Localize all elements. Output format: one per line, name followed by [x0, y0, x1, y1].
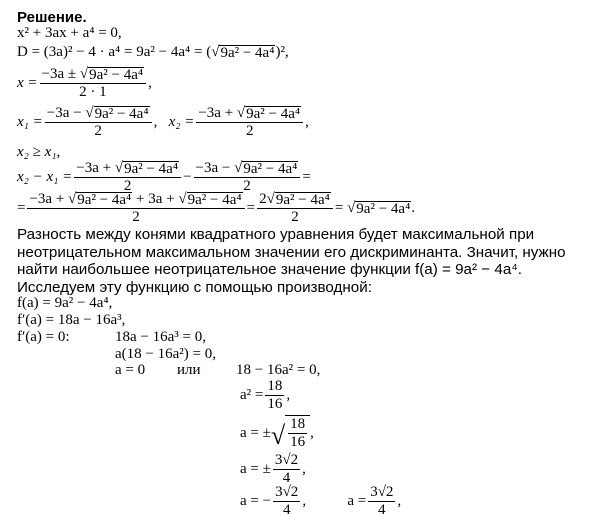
- numerator: 3√2: [275, 484, 299, 500]
- fraction: [288, 416, 307, 451]
- radicand: 9a² − 4a⁴: [124, 161, 179, 177]
- derivative-zero: [17, 329, 206, 346]
- lhs: a =: [347, 493, 367, 509]
- denominator: 2 · 1: [79, 84, 107, 100]
- fraction: −3a − √ 9a² − 4a⁴ 2: [194, 160, 301, 195]
- fraction: [273, 484, 300, 515]
- numerator: −3a +: [29, 191, 69, 207]
- fraction: −3a ± √ 9a² − 4a⁴ 2 · 1: [40, 66, 147, 101]
- denominator: 2: [132, 209, 140, 225]
- numerator: −3a ±: [41, 66, 80, 82]
- equation-discriminant: [17, 44, 289, 61]
- a-values: [240, 484, 401, 515]
- explanation-paragraph: Разность между конями квадратного уравнения будет максимальной при неотрицательном максимальном значении его дискриминанта. Значит, нужно найти наибольшее неотрицательное значение функции f(a) = 9a² − 4a⁴. Исследуем эту функцию с помощью производной:: [17, 226, 566, 296]
- punct: ,: [302, 493, 307, 509]
- solution-zero: a = 0: [115, 362, 146, 378]
- a-simplified: [240, 452, 306, 487]
- punct: ,: [148, 75, 152, 91]
- operator: =: [334, 200, 344, 216]
- derivative-text: f′(a) = 18a − 16a³,: [17, 312, 126, 328]
- fraction: −3a + √ 9a² − 4a⁴ 2: [74, 160, 181, 195]
- lhs-x2: , x₂ =: [153, 114, 195, 130]
- operator: =: [246, 200, 256, 216]
- solutions: [115, 362, 320, 379]
- denominator: 4: [378, 502, 386, 515]
- operator: −: [183, 169, 192, 185]
- radicand: 9a² − 4a⁴: [89, 67, 144, 83]
- punct: ,: [397, 493, 402, 509]
- inequality: [17, 144, 60, 161]
- denominator: 4: [282, 502, 291, 515]
- fraction: [265, 378, 284, 413]
- inequality-text: x₂ ≥ x₁,: [17, 144, 61, 160]
- sqrt: √ $\frac{18}{16}$: [271, 415, 310, 451]
- lhs: a = ±: [240, 424, 271, 441]
- punct: .: [411, 200, 416, 216]
- numerator: 2: [259, 191, 267, 207]
- numerator: −3a −: [46, 105, 86, 121]
- denominator: 2: [243, 178, 251, 194]
- radicand: 9a² − 4a⁴: [356, 201, 411, 217]
- lhs: a² =: [240, 387, 264, 403]
- lhs: a = ±: [240, 461, 271, 477]
- lhs: f′(a) = 0:: [17, 329, 70, 345]
- fraction: −3a − √ 9a² − 4a⁴ 2: [45, 105, 152, 140]
- denominator: 2: [123, 178, 132, 194]
- equation: 18 − 16a² = 0,: [236, 362, 321, 378]
- radicand: 9a² − 4a⁴: [187, 192, 242, 208]
- punct: ,: [305, 114, 309, 130]
- denominator: 2: [94, 123, 102, 139]
- denominator: 16: [290, 434, 306, 450]
- fraction: −3a + √ 9a² − 4a⁴ 2: [196, 105, 303, 140]
- derivative: [17, 312, 125, 329]
- radicand: 9a² − 4a⁴: [275, 192, 330, 208]
- discriminant-expr: D = (3a)² − 4 · a⁴ = 9a² − 4a⁴ = (: [17, 44, 212, 60]
- fraction: 2√ 9a² − 4a⁴ 2: [257, 191, 333, 226]
- numerator: −3a +: [76, 160, 115, 176]
- numerator: 18: [290, 416, 306, 432]
- radicand: 9a² − 4a⁴: [94, 106, 149, 122]
- radicand: 9a² − 4a⁴: [77, 192, 132, 208]
- equation-difference-result: [17, 191, 415, 226]
- function-def: [17, 295, 112, 312]
- numerator: 18: [267, 378, 283, 394]
- equation-quadratic: x² + 3ax + a⁴ = 0,: [17, 25, 122, 41]
- lhs: a = −: [240, 493, 272, 509]
- numerator: 3√2: [274, 452, 299, 468]
- numerator-mid: + 3a +: [132, 191, 179, 207]
- sqrt: √ 9a² − 4a⁴: [347, 200, 411, 217]
- denominator: 2: [291, 209, 299, 225]
- or-word: или: [177, 362, 201, 378]
- radicand: 9a² − 4a⁴: [246, 106, 301, 122]
- factored-text: a(18 − 16a²) = 0,: [115, 346, 216, 362]
- discriminant-end: )²,: [275, 44, 289, 60]
- fraction: [368, 484, 395, 515]
- fraction: −3a + √ 9a² − 4a⁴ + 3a + √ 9a² − 4a⁴ 2: [27, 191, 244, 226]
- punct: ,: [286, 387, 291, 403]
- numerator: −3a −: [195, 160, 235, 176]
- rhs: 18a − 16a³ = 0,: [115, 329, 206, 345]
- equation-difference: [17, 160, 311, 195]
- lhs: x =: [17, 75, 38, 91]
- a-root: [240, 415, 314, 451]
- equation-x1-x2: [17, 105, 309, 140]
- punct: ,: [310, 424, 314, 441]
- function-text: f(a) = 9a² − 4a⁴,: [17, 295, 113, 311]
- a-squared: [240, 378, 290, 413]
- fraction: [273, 452, 300, 487]
- radicand: 9a² − 4a⁴: [220, 45, 275, 61]
- factored: [115, 346, 216, 363]
- solution-heading: Решение.: [17, 9, 87, 26]
- radicand: 9a² − 4a⁴: [243, 161, 298, 177]
- operator: =: [302, 169, 311, 185]
- denominator: 4: [282, 470, 291, 486]
- lhs: x₁ =: [17, 114, 43, 130]
- operator: =: [17, 200, 26, 216]
- sqrt: √ 9a² − 4a⁴: [211, 44, 275, 61]
- equation-roots: [17, 66, 152, 101]
- numerator: 3√2: [370, 484, 394, 500]
- lhs: x₂ − x₁ =: [17, 169, 73, 185]
- numerator: −3a +: [198, 105, 237, 121]
- denominator: 2: [245, 123, 254, 139]
- punct: ,: [302, 461, 306, 477]
- denominator: 16: [267, 396, 283, 412]
